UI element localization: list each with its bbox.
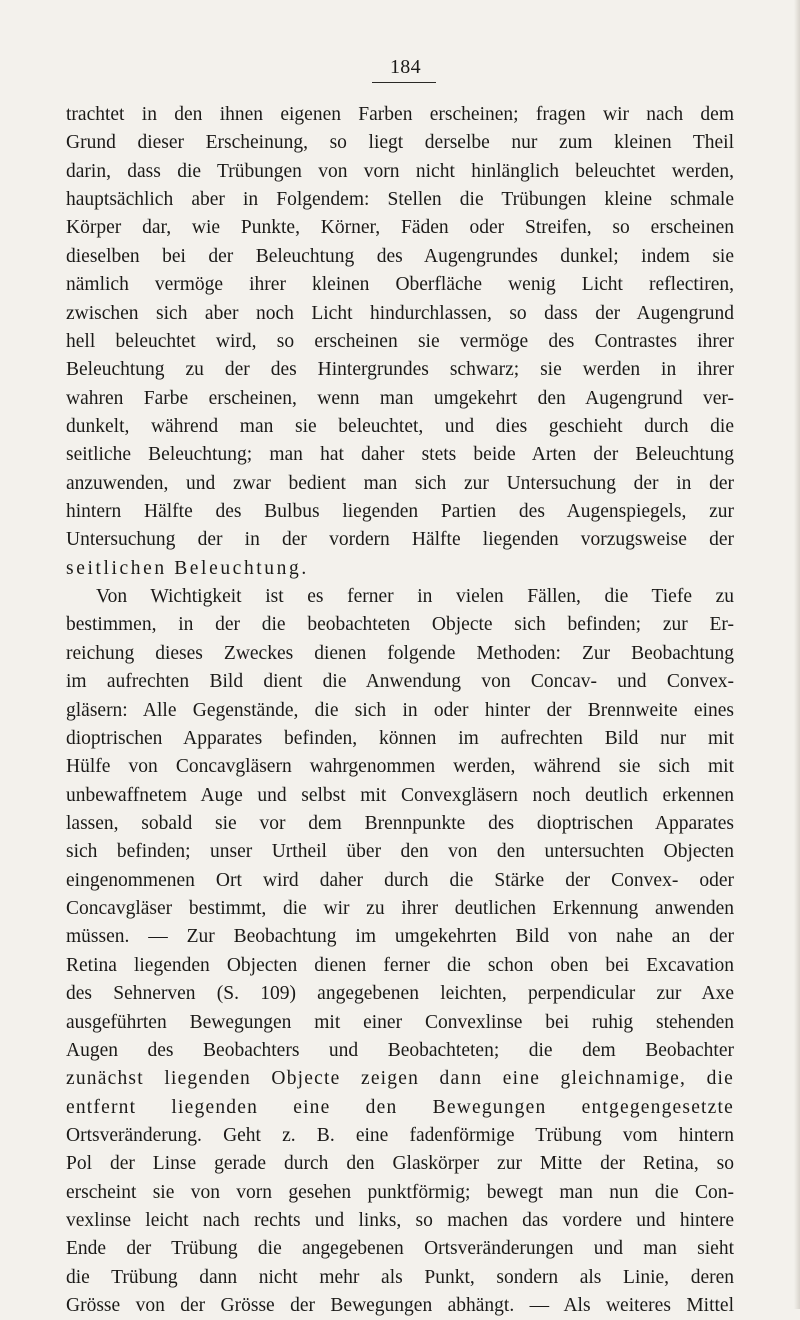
text-line: hauptsächlich aber in Folgendem: Stellen die Trübungen kleine schmale bbox=[66, 189, 734, 211]
text-line: hintern Hälfte des Bulbus liegenden Partien des Augenspiegels, zur bbox=[66, 501, 734, 523]
text-line: zunächst liegenden Objecte zeigen dann eine gleichnamige, die bbox=[66, 1068, 734, 1090]
text-line: bestimmen, in der die beobachteten Objecte sich befinden; zur Er- bbox=[66, 614, 734, 636]
text-line: Untersuchung der in der vordern Hälfte liegenden vorzugsweise der bbox=[66, 529, 734, 551]
text-line: dieselben bei der Beleuchtung des Augengrundes dunkel; indem sie bbox=[66, 245, 734, 267]
text-line: anzuwenden, und zwar bedient man sich zur Untersuchung der in der bbox=[66, 472, 734, 494]
text-line: im aufrechten Bild dient die Anwendung von Concav- und Convex- bbox=[66, 671, 734, 693]
text-line: Ende der Trübung die angegebenen Ortsveränderungen und man sieht bbox=[66, 1238, 734, 1260]
text-line: seitlichen Beleuchtung. bbox=[66, 557, 309, 579]
text-line: lassen, sobald sie vor dem Brennpunkte des dioptrischen Apparates bbox=[66, 812, 734, 834]
text-line: unbewaffnetem Auge und selbst mit Convexgläsern noch deutlich erkennen bbox=[66, 784, 734, 806]
text-line: Concavgläser bestimmt, die wir zu ihrer deutlichen Erkennung anwenden bbox=[66, 898, 734, 920]
text-line: Von Wichtigkeit ist es ferner in vielen Fällen, die Tiefe zu bbox=[96, 586, 734, 608]
text-line: nämlich vermöge ihrer kleinen Oberfläche wenig Licht reflectiren, bbox=[66, 274, 734, 296]
text-line: Grösse von der Grösse der Bewegungen abhängt. — Als weiteres Mittel bbox=[66, 1295, 734, 1317]
text-line: sich befinden; unser Urtheil über den von den untersuchten Objecten bbox=[66, 841, 734, 863]
text-line: Retina liegenden Objecten dienen ferner die schon oben bei Excavation bbox=[66, 954, 734, 976]
text-line: eingenommenen Ort wird daher durch die Stärke der Convex- oder bbox=[66, 869, 734, 891]
text-line: trachtet in den ihnen eigenen Farben erscheinen; fragen wir nach dem bbox=[66, 104, 734, 125]
text-line: reichung dieses Zweckes dienen folgende Methoden: Zur Beobachtung bbox=[66, 642, 734, 664]
text-line: zwischen sich aber noch Licht hindurchlassen, so dass der Augengrund bbox=[66, 302, 734, 324]
text-line: darin, dass die Trübungen von vorn nicht hinlänglich beleuchtet werden, bbox=[66, 160, 734, 182]
text-line: hell beleuchtet wird, so erscheinen sie vermöge des Contrastes ihrer bbox=[66, 330, 734, 352]
text-line: müssen. — Zur Beobachtung im umgekehrten Bild von nahe an der bbox=[66, 926, 734, 948]
text-line: Ortsveränderung. Geht z. B. eine fadenförmige Trübung vom hintern bbox=[66, 1124, 734, 1146]
page-edge-shadow bbox=[794, 0, 800, 1309]
text-line: Grund dieser Erscheinung, so liegt derselbe nur zum kleinen Theil bbox=[66, 132, 734, 154]
text-line: erscheint sie von vorn gesehen punktförmig; bewegt man nun die Con- bbox=[66, 1181, 734, 1203]
text-line: entfernt liegenden eine den Bewegungen entgegengesetzte bbox=[66, 1096, 734, 1118]
text-line: des Sehnerven (S. 109) angegebenen leichten, perpendicular zur Axe bbox=[66, 983, 734, 1005]
body-text bbox=[66, 101, 734, 1320]
text-line: die Trübung dann nicht mehr als Punkt, sondern als Linie, deren bbox=[66, 1266, 734, 1288]
text-line: dioptrischen Apparates befinden, können im aufrechten Bild nur mit bbox=[66, 727, 734, 749]
text-line: Beleuchtung zu der des Hintergrundes schwarz; sie werden in ihrer bbox=[66, 359, 734, 381]
text-line: Hülfe von Concavgläsern wahrgenommen werden, während sie sich mit bbox=[66, 756, 734, 778]
text-line: wahren Farbe erscheinen, wenn man umgekehrt den Augengrund ver- bbox=[66, 387, 734, 409]
text-line: vexlinse leicht nach rechts und links, so machen das vordere und hintere bbox=[66, 1210, 734, 1232]
text-line: dunkelt, während man sie beleuchtet, und dies geschieht durch die bbox=[66, 415, 734, 437]
page-number: 184 bbox=[390, 56, 421, 78]
text-line: seitliche Beleuchtung; man hat daher stets beide Arten der Beleuchtung bbox=[66, 444, 734, 466]
header-rule bbox=[372, 82, 436, 83]
text-line: gläsern: Alle Gegenstände, die sich in oder hinter der Brennweite eines bbox=[66, 699, 734, 721]
text-line: Augen des Beobachters und Beobachteten; die dem Beobachter bbox=[66, 1039, 734, 1061]
text-line: Körper dar, wie Punkte, Körner, Fäden oder Streifen, so erscheinen bbox=[66, 217, 734, 239]
text-line: ausgeführten Bewegungen mit einer Convexlinse bei ruhig stehenden bbox=[66, 1011, 734, 1033]
text-line: Pol der Linse gerade durch den Glaskörper zur Mitte der Retina, so bbox=[66, 1153, 734, 1175]
